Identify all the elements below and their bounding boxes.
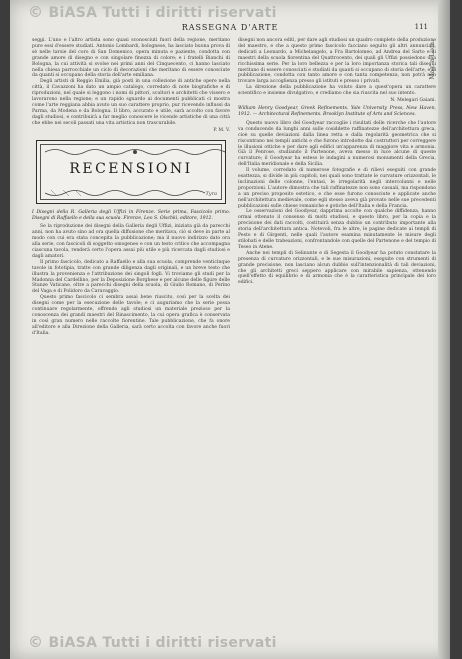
watermark-top [28, 3, 277, 21]
copyright-symbol: © [28, 3, 44, 21]
page-number: 111 [414, 23, 428, 31]
right-paragraph: Il volume, corredato di numerose fotografie e di rilievi eseguiti con grande esattezza, si divide in più capitoli, nei quali sono trattate le curvature orizzontali, le inclinazioni delle colonne, l'entasi, le irregolarità negli intercolunni e nelle proporzioni. L'autore dimostra che tali raffinatezze non sono casuali, ma rispondono a un preciso proposito estetico, e che esse furono conosciute e applicate anche nell'architettura medievale, come egli stesso aveva già provato nelle sue precedenti pubblicazioni sulle chiese romaniche e gotiche dell'Italia e della Francia. [238, 168, 436, 209]
left-paragraph: Degli artisti di Reggio Emilia, già posti in una collezione di antiche opere nella città, il Cavazzoni ha dato un ampio catalogo, corredato di note biografiche e di riproduzioni, nel quale si leggono i nomi di pittori, scultori e architetti che vissero e lavorarono nella regione; e un rapido sguardo ai documenti pubblicati ci mostra come l'arte reggiana abbia avuto un suo carattere proprio, pur ricevendo influssi da Parma, da Modena e da Bologna. Il libro, accurato e utile, sarà accolto con favore dagli studiosi, e contribuirà a far meglio conoscere le vicende artistiche di una città che ebbe nei secoli passati una vita artistica non trascurabile. [32, 79, 230, 126]
recensioni-banner [36, 140, 226, 204]
banner-artist-signature: Tyra [205, 190, 217, 197]
review-signature: N. Melegari Gaiani. [390, 98, 436, 104]
left-paragraph: Questo primo fascicolo ci sembra assai bene riuscito, così per la scelta dei disegni come per la esecuzione delle tavole; e ci auguriamo che la serie possa continuare regolarmente, offrendo agli studiosi un materiale prezioso per la conoscenza dei grandi maestri del Rinascimento, la cui opera grafica è conservata in così gran numero nelle raccolte fiorentine. Tale pubblicazione, che fa onore all'editore e alla Direzione della Galleria, sarà certo accolta con favore anche fuori d'Italia. [32, 295, 230, 336]
watermark-text: BiASA Tutti i diritti riservati [48, 5, 277, 21]
right-paragraph: Questo nuovo libro del Goodyear raccoglie i risultati delle ricerche che l'autore va conducendo da lunghi anni sulle cosiddette raffinatezze dell'architettura greca, cioè su quelle deviazioni dalla linea retta e dalla regolarità geometrica che si riscontrano nei templi antichi e che furono introdotte dai costruttori per correggere le illusioni ottiche e per dare agli edifici un'apparenza di maggiore vita e armonia. Già il Penrose, studiando il Partenone, aveva messo in luce alcune di queste curvature; il Goodyear ha esteso le indagini a numerosi monumenti della Grecia, dell'Italia meridionale e della Sicilia. [238, 120, 436, 168]
ornament-bottom-icon [45, 188, 225, 198]
ornament-top-icon [45, 147, 225, 157]
right-paragraph: La direzione della pubblicazione ha voluto dare a quest'opera un carattere scientifico e insieme divulgativo, e crediamo che sia riuscita nel suo intento. [238, 85, 436, 97]
left-paragraph: Se la riproduzione dei disegni della Galleria degli Uffizi, iniziata già da parecchi anni, non ha avuto sino ad ora quella diffusione che meritava, ciò si deve in parte al modo con cui era stata concepita la pubblicazione; ma il nuovo indirizzo dato ora alla serie, con fascicoli di soggetto omogeneo e con un testo critico che accompagna ciascuna tavola, renderà certo l'opera assai più utile e più ricercata dagli studiosi e dagli amatori. [32, 224, 230, 259]
left-column [32, 38, 230, 337]
right-column [238, 38, 436, 286]
copyright-symbol: © [28, 633, 44, 651]
right-paragraph: Anche nei templi di Selinunte e di Segesta il Goodyear ha potuto constatare la presenza di curvature orizzontali, e le sue misurazioni, eseguite con strumenti di grande precisione, non lasciano alcun dubbio sull'intenzionalità di tali deviazioni, che gli architetti greci seppero applicare con mirabile sapienza, ottenendo quell'effetto di equilibrio e di armonia che è la caratteristica principale dei loro edifici. [238, 250, 436, 286]
review-entry-citation: William Henry Goodyear, Greek Refinements. Yale University Press, New Haven, 1912. — Architectural Refinements. Brooklyn Institute of Arts and Sciences. [238, 106, 436, 117]
watermark-text: BiASA Tutti i diritti riservati [48, 635, 277, 651]
side-handwritten-note: Mag. a Luca. [429, 40, 436, 80]
review-signature: P. M. V. [213, 127, 230, 133]
right-paragraph: disegni non ancora editi, per dare agli studiosi un quadro completo della produzione del maestro, e che a questo primo fascicolo facciano seguito gli altri annunciati, dedicati a Leonardo, a Michelangelo, a Fra Bartolomeo, ad Andrea del Sarto e ai maestri della scuola fiorentina del Quattrocento, dei quali gli Uffizi possiedono una ricchissima serie. Per la loro bellezza e per la loro importanza storica tali disegni meritano di essere conosciuti e studiati da quanti si occupano di storia dell'arte, e la pubblicazione, condotta con tanto amore e con tanta competenza, non potrà non trovare larga accoglienza presso gli istituti e presso i privati. [238, 38, 436, 85]
left-paragraph: Il primo fascicolo, dedicato a Raffaello e alla sua scuola, comprende venticinque tavole in fototipia, tratte con grande diligenza dagli originali, e un breve testo che illustra la provenienza e l'attribuzione dei singoli fogli. Vi troviamo gli studi per la Madonna del Cardellino, per la Deposizione Borghese e per alcune delle figure delle Stanze Vaticane, oltre a parecchi disegni della scuola, di Giulio Romano, di Perino del Vaga e di Polidoro da Caravaggio. [32, 259, 230, 295]
right-paragraph: Le osservazioni del Goodyear, dapprima accolte con qualche diffidenza, hanno ormai ottenuto il consenso di molti studiosi, e questo libro, per la copia e la precisione dei dati raccolti, costituirà senza dubbio un contributo importante alla storia dell'architettura antica. Notevoli, fra le altre, le pagine dedicate ai templi di Pesto e di Girgenti, nelle quali l'autore esamina minutamente le misure degli stilobati e delle trabeazioni, confrontandole con quelle del Partenone e del tempio di Teseo in Atene. [238, 209, 436, 250]
review-entry-citation: I Disegni della R. Galleria degli Uffizi in Firenze. Serie prima, Fascicolo primo. Disegni di Raffaello e della sua scuola. Firenze, Leo S. Olschki, editore, 1912. [32, 209, 230, 221]
watermark-bottom [28, 633, 277, 651]
page-spine-edge [438, 0, 450, 659]
section-title: RECENSIONI [69, 160, 193, 177]
scanned-page [10, 0, 450, 659]
left-paragraph: seggi. L'uno e l'altro artista sono quasi sconosciuti fuori della regione, meritano pure essi d'essere studiati. Antonio Lombardi, bolognese, ha lasciato buona prova di sè nelle tarsie del coro di San Domenico, opera minuta e paziente, condotta con grande amore di disegno e con singolare finezza di colore; e i fratelli Bianchi di Bologna, la cui attività si svolse nei primi anni del Cinquecento, ci hanno lasciato nella chiesa parrocchiale un ciclo di decorazioni che meritano di essere conosciute da quanti si occupano della storia dell'arte emiliana. [32, 38, 230, 79]
running-title: RASSEGNA D'ARTE [181, 23, 279, 32]
